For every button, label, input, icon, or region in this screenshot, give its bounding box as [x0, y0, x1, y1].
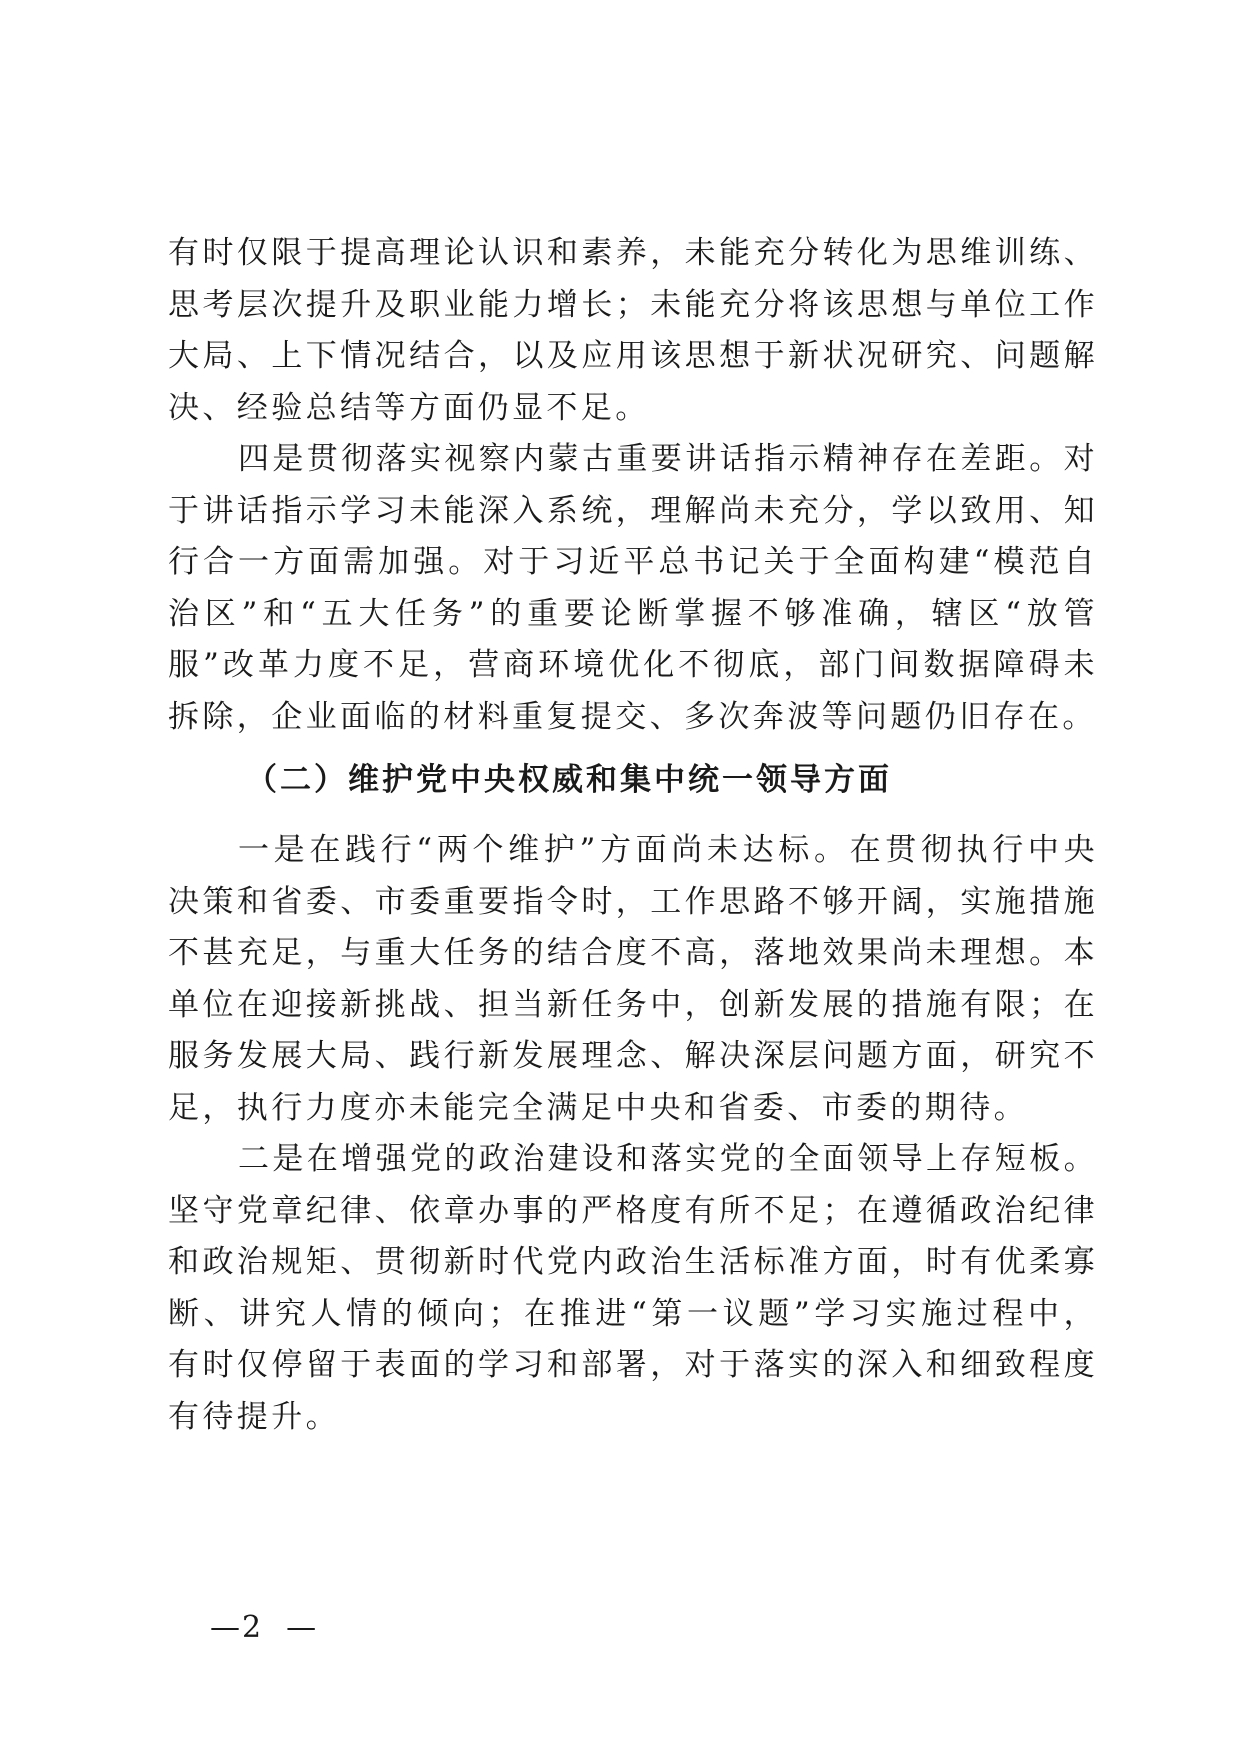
paragraph-point-four: 四是贯彻落实视察内蒙古重要讲话指示精神存在差距。对于讲话指示学习未能深入系统，理解尚未充分，学以致用、知行合一方面需加强。对于习近平总书记关于全面构建“模范自治区”和“五大任务”的重要论断掌握不够准确，辖区“放管服”改革力度不足，营商环境优化不彻底，部门间数据障碍未拆除，企业面临的材料重复提交、多次奔波等问题仍旧存在。 [168, 441, 1098, 735]
paragraph-point-two: 二是在增强党的政治建设和落实党的全面领导上存短板。坚守党章纪律、依章办事的严格度有所不足；在遵循政治纪律和政治规矩、贯彻新时代党内政治生活标准方面，时有优柔寡断、讲究人情的倾向；在推进“第一议题”学习实施过程中，有时仅停留于表面的学习和部署，对于落实的深入和细致程度有待提升。 [168, 1141, 1098, 1435]
document-body [168, 228, 1098, 1443]
paragraph-continued: 有时仅限于提高理论认识和素养，未能充分转化为思维训练、思考层次提升及职业能力增长；未能充分将该思想与单位工作大局、上下情况结合，以及应用该思想于新状况研究、问题解决、经验总结等方面仍显不足。 [168, 235, 1098, 426]
page-number: —2 — [210, 1610, 319, 1645]
paragraph-point-one: 一是在践行“两个维护”方面尚未达标。在贯彻执行中央决策和省委、市委重要指令时，工作思路不够开阔，实施措施不甚充足，与重大任务的结合度不高，落地效果尚未理想。本单位在迎接新挑战、担当新任务中，创新发展的措施有限；在服务发展大局、践行新发展理念、解决深层问题方面，研究不足，执行力度亦未能完全满足中央和省委、市委的期待。 [168, 832, 1098, 1126]
section-heading: （二）维护党中央权威和集中统一领导方面 [246, 762, 892, 798]
